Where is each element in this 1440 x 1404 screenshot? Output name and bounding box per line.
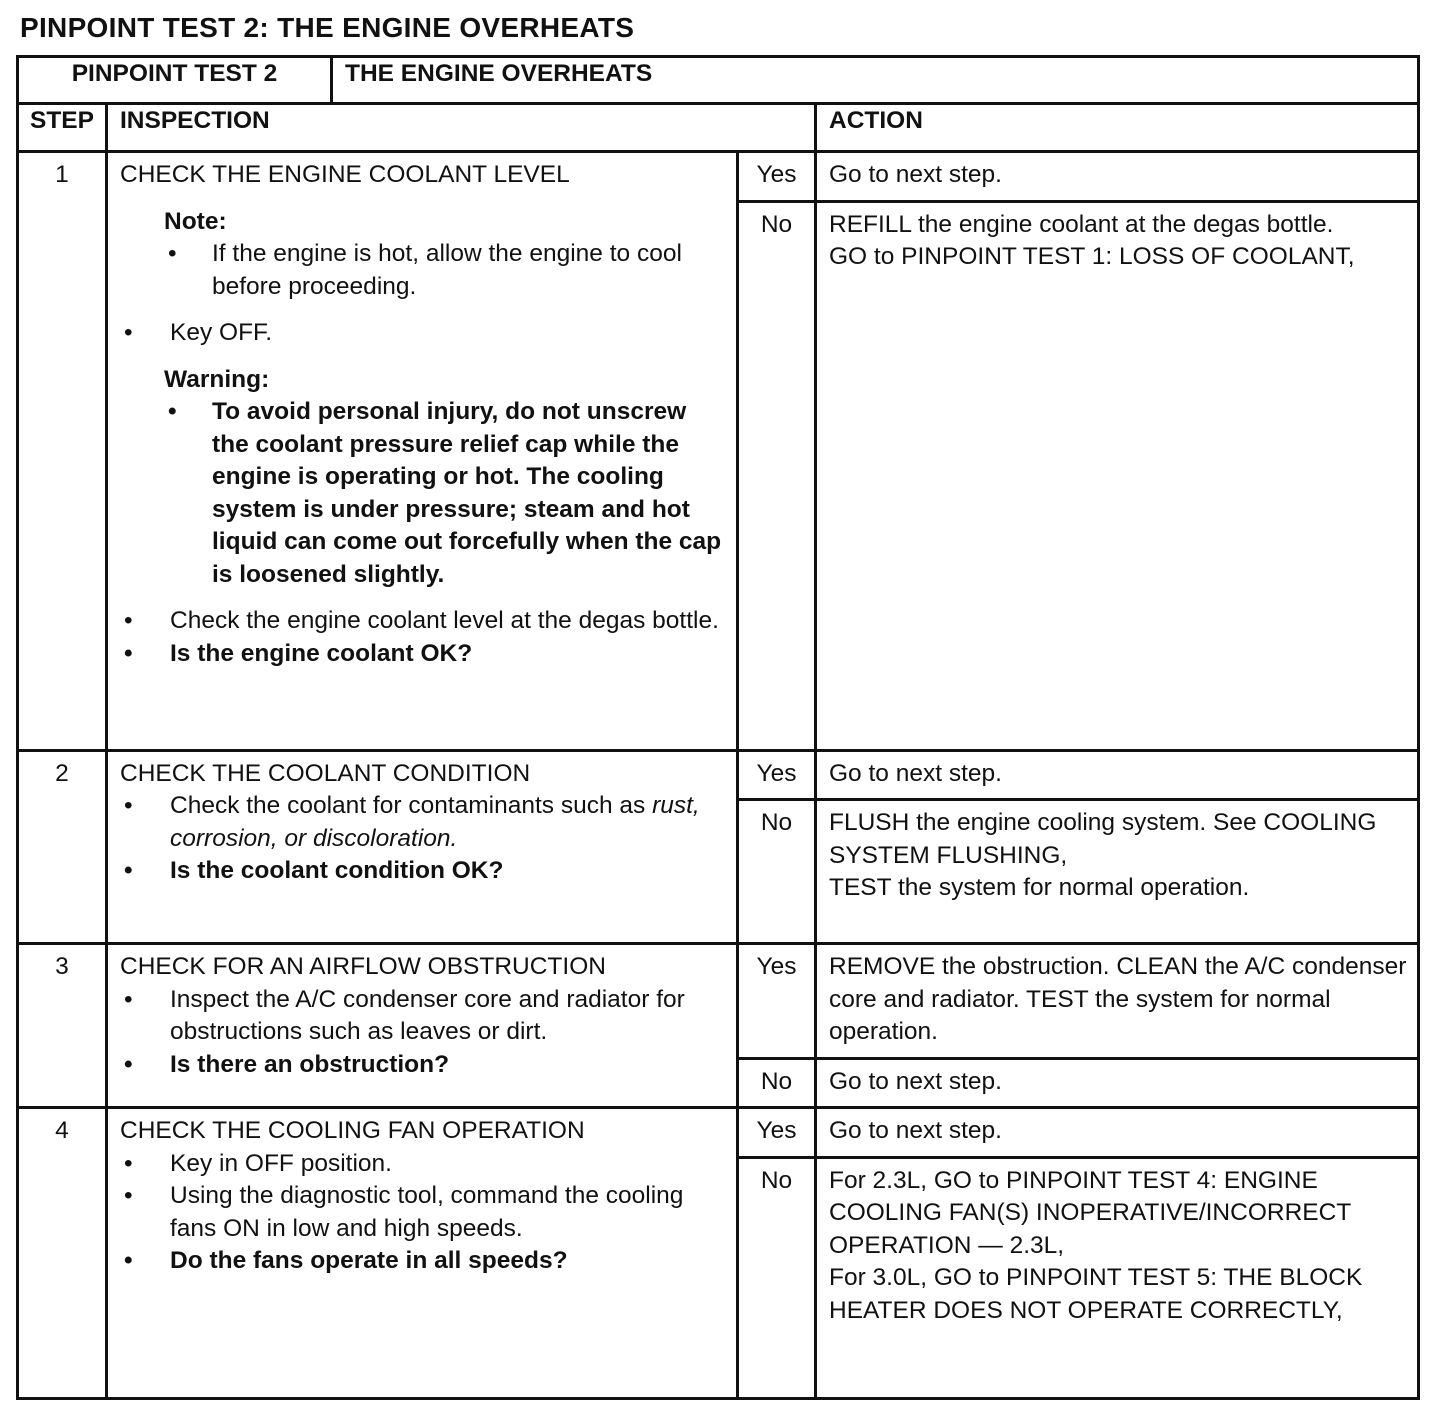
step-row bbox=[18, 750, 1419, 800]
action-line: FLUSH the engine cooling system. See COOLING SYSTEM FLUSHING, bbox=[829, 809, 1377, 869]
step-title: CHECK THE ENGINE COOLANT LEVEL bbox=[120, 161, 570, 188]
col-step-header: STEP bbox=[18, 104, 107, 152]
action-line: For 2.3L, GO to PINPOINT TEST 4: ENGINE COOLING FAN(S) INOPERATIVE/INCORRECT OPERATION — 2.3L, bbox=[829, 1166, 1351, 1259]
inspection-cell bbox=[107, 750, 738, 944]
step-number: 1 bbox=[18, 152, 107, 751]
answer-no: No bbox=[738, 1058, 816, 1108]
step-row bbox=[18, 1108, 1419, 1158]
inspection-question: • Is there an obstruction? bbox=[120, 1049, 728, 1082]
test-name: THE ENGINE OVERHEATS bbox=[345, 60, 653, 87]
action-line: For 3.0L, GO to PINPOINT TEST 5: THE BLOCK HEATER DOES NOT OPERATE CORRECTLY, bbox=[829, 1264, 1363, 1324]
warning-item: • To avoid personal injury, do not unscrew the coolant pressure relief cap while the engine is operating or hot. The cooling system is under pressure; steam and hot liquid can come out forcefully when the cap is loosened slightly. bbox=[164, 396, 728, 591]
note-item: • If the engine is hot, allow the engine to cool before proceeding. bbox=[164, 238, 728, 303]
note-label: Note: bbox=[164, 207, 227, 235]
inspection-cell bbox=[107, 944, 738, 1108]
inspection-question: • Is the coolant condition OK? bbox=[120, 855, 728, 888]
answer-yes: Yes bbox=[738, 152, 816, 202]
test-id: PINPOINT TEST 2 bbox=[71, 60, 278, 87]
answer-yes: Yes bbox=[738, 750, 816, 800]
inspection-item: • Key OFF. bbox=[120, 317, 728, 350]
inspection-cell bbox=[107, 1108, 738, 1399]
action-no bbox=[816, 800, 1419, 944]
action-line: TEST the system for normal operation. bbox=[829, 874, 1250, 901]
col-inspection-header: INSPECTION bbox=[107, 104, 816, 152]
step-number: 4 bbox=[18, 1108, 107, 1399]
action-yes: Go to next step. bbox=[816, 152, 1419, 202]
step-number: 2 bbox=[18, 750, 107, 944]
action-line: REFILL the engine coolant at the degas bottle. bbox=[829, 210, 1334, 238]
action-yes: Go to next step. bbox=[816, 750, 1419, 800]
inspection-item bbox=[120, 790, 728, 855]
step-number: 3 bbox=[18, 944, 107, 1108]
answer-no: No bbox=[738, 800, 816, 944]
inspection-item: • Key in OFF position. bbox=[120, 1148, 728, 1181]
action-no bbox=[816, 201, 1419, 750]
step-row bbox=[18, 152, 1419, 202]
action-yes: REMOVE the obstruction. CLEAN the A/C condenser core and radiator. TEST the system for normal operation. bbox=[816, 944, 1419, 1059]
warning-label: Warning: bbox=[164, 365, 270, 393]
inspection-cell bbox=[107, 152, 738, 751]
answer-no: No bbox=[738, 1157, 816, 1398]
inspection-item: • Using the diagnostic tool, command the cooling fans ON in low and high speeds. bbox=[120, 1180, 728, 1245]
test-header-row bbox=[18, 57, 1419, 104]
inspection-item-text: Check the coolant for contaminants such as bbox=[170, 792, 653, 819]
step-title: CHECK FOR AN AIRFLOW OBSTRUCTION bbox=[120, 953, 606, 980]
inspection-item: • Inspect the A/C condenser core and radiator for obstructions such as leaves or dirt. bbox=[120, 984, 728, 1049]
step-title: CHECK THE COOLANT CONDITION bbox=[120, 759, 531, 787]
answer-yes: Yes bbox=[738, 944, 816, 1059]
inspection-item-emphasis: rust, corrosion, or discoloration. bbox=[170, 792, 700, 852]
page-title: PINPOINT TEST 2: THE ENGINE OVERHEATS bbox=[20, 12, 635, 43]
answer-no: No bbox=[738, 201, 816, 750]
action-yes: Go to next step. bbox=[816, 1108, 1419, 1158]
step-title: CHECK THE COOLING FAN OPERATION bbox=[120, 1117, 585, 1144]
col-action-header: ACTION bbox=[816, 104, 1419, 152]
pinpoint-test-table bbox=[16, 55, 1420, 1400]
column-header-row bbox=[18, 104, 1419, 152]
answer-yes: Yes bbox=[738, 1108, 816, 1158]
action-line: GO to PINPOINT TEST 1: LOSS OF COOLANT, bbox=[829, 243, 1355, 270]
test-id-cell bbox=[18, 57, 332, 104]
inspection-question: • Is the engine coolant OK? bbox=[120, 638, 728, 671]
action-no: Go to next step. bbox=[816, 1058, 1419, 1108]
step-row bbox=[18, 944, 1419, 1059]
inspection-question: • Do the fans operate in all speeds? bbox=[120, 1245, 728, 1278]
inspection-item: • Check the engine coolant level at the degas bottle. bbox=[120, 605, 728, 638]
action-no bbox=[816, 1157, 1419, 1398]
test-name-cell bbox=[332, 57, 1419, 104]
